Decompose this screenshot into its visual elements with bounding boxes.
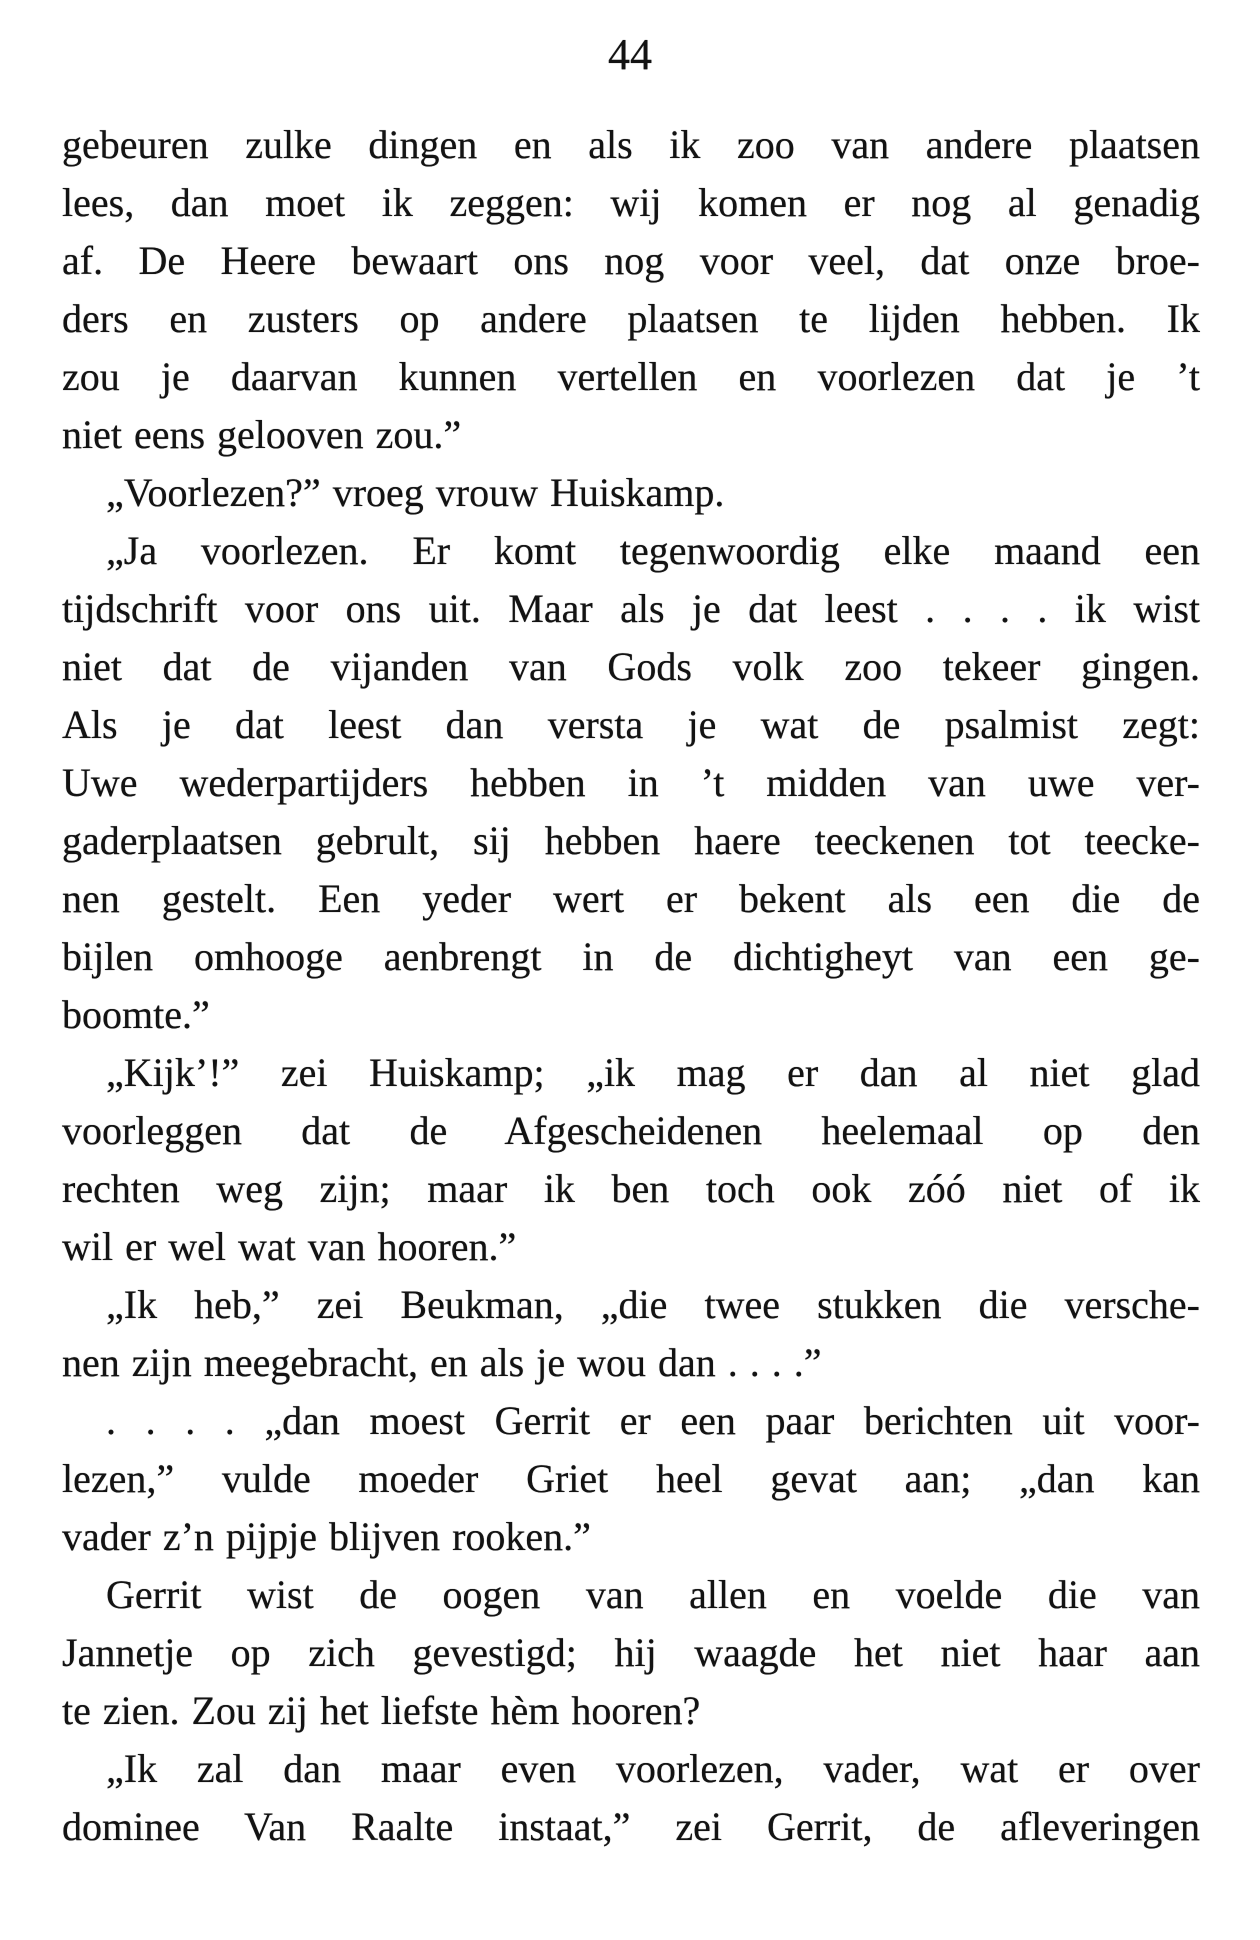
text-line: bijlen omhooge aenbrengt in de dichtigheyt van een ge-: [62, 934, 1200, 979]
text-line: Gerrit wist de oogen van allen en voelde die van: [106, 1572, 1200, 1617]
text-line: „Kijk’!” zei Huiskamp; „ik mag er dan al niet glad: [106, 1050, 1200, 1095]
text-line: vader z’n pijpje blijven rooken.”: [62, 1514, 591, 1559]
page-number: 44: [608, 30, 652, 79]
text-line: „Ik zal dan maar even voorlezen, vader, wat er over: [106, 1746, 1200, 1791]
page-text: [62, 116, 1200, 1856]
text-line: Als je dat leest dan versta je wat de psalmist zegt:: [62, 702, 1200, 747]
text-line: gebeuren zulke dingen en als ik zoo van andere plaatsen: [62, 122, 1200, 167]
text-line: Uwe wederpartijders hebben in ’t midden van uwe ver-: [62, 760, 1200, 805]
text-line: „Ik heb,” zei Beukman, „die twee stukken die versche-: [106, 1282, 1200, 1327]
text-line: nen gestelt. Een yeder wert er bekent als een die de: [62, 876, 1200, 921]
text-line: „Voorlezen?” vroeg vrouw Huiskamp.: [106, 470, 725, 515]
text-line: te zien. Zou zij het liefste hèm hooren?: [62, 1688, 701, 1733]
text-line: . . . . „dan moest Gerrit er een paar berichten uit voor-: [106, 1398, 1200, 1443]
text-line: niet eens gelooven zou.”: [62, 412, 462, 457]
text-line: af. De Heere bewaart ons nog voor veel, dat onze broe-: [62, 238, 1200, 283]
text-line: zou je daarvan kunnen vertellen en voorlezen dat je ’t: [62, 354, 1200, 399]
text-line: dominee Van Raalte instaat,” zei Gerrit, de afleveringen: [62, 1804, 1200, 1849]
text-line: niet dat de vijanden van Gods volk zoo tekeer gingen.: [62, 644, 1200, 689]
text-line: voorleggen dat de Afgescheidenen heelemaal op den: [62, 1108, 1200, 1153]
text-line: lezen,” vulde moeder Griet heel gevat aan; „dan kan: [62, 1456, 1200, 1501]
text-line: rechten weg zijn; maar ik ben toch ook zóó niet of ik: [62, 1166, 1200, 1211]
text-line: ders en zusters op andere plaatsen te lijden hebben. Ik: [62, 296, 1200, 341]
text-line: gaderplaatsen gebrult, sij hebben haere teeckenen tot teecke-: [62, 818, 1200, 863]
text-line: nen zijn meegebracht, en als je wou dan . . . .”: [62, 1340, 822, 1385]
text-line: „Ja voorlezen. Er komt tegenwoordig elke maand een: [106, 528, 1200, 573]
text-line: lees, dan moet ik zeggen: wij komen er nog al genadig: [62, 180, 1200, 225]
text-line: boomte.”: [62, 992, 210, 1037]
text-line: wil er wel wat van hooren.”: [62, 1224, 517, 1269]
text-line: Jannetje op zich gevestigd; hij waagde het niet haar aan: [62, 1630, 1200, 1675]
text-line: tijdschrift voor ons uit. Maar als je dat leest . . . . ik wist: [62, 586, 1200, 631]
